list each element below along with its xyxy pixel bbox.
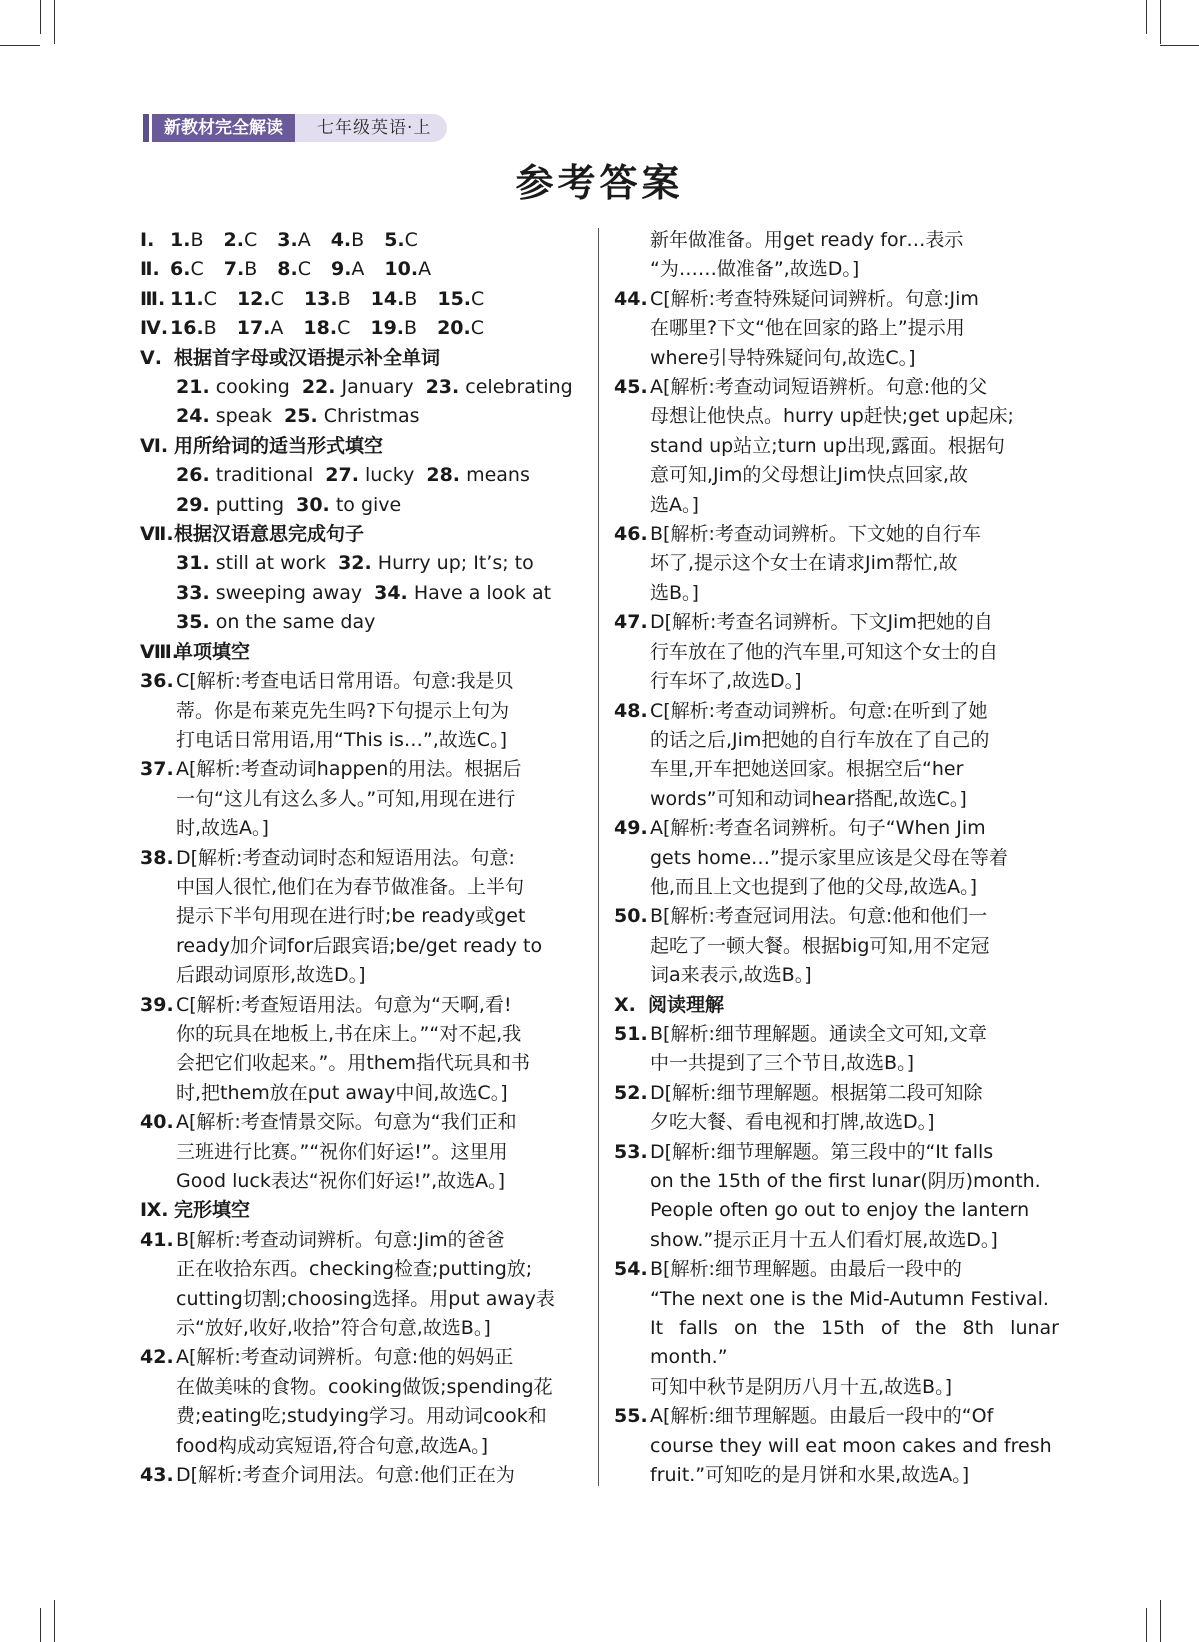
item-line: words”可知和动词hear搭配,故选C。] (650, 787, 967, 810)
item-line: 打电话日常用语,用“This is…”,故选C。] (176, 728, 507, 751)
answer (224, 229, 258, 251)
answer (371, 288, 418, 310)
answer-item (140, 755, 583, 843)
answer-text: traditional (215, 464, 314, 487)
item-line: D[解析:细节理解题。根据第二段可知除 (650, 1081, 983, 1104)
answer-number: 31. (176, 552, 210, 575)
item-number: 55. (614, 1405, 648, 1428)
answer-number: 7. (223, 258, 245, 281)
item-line: cutting切割;choosing选择。用put away表 (176, 1287, 555, 1310)
answer-item (614, 285, 1059, 373)
answer-item (614, 1020, 1059, 1079)
answer (170, 317, 217, 339)
answer (302, 373, 414, 402)
answer-number: 29. (176, 493, 210, 516)
section-numeral: Ⅹ. (614, 993, 636, 1016)
item-number: 40. (140, 1111, 174, 1134)
answer-item (614, 520, 1059, 608)
item-number: 41. (140, 1228, 174, 1251)
item-line: C[解析:考查短语用法。句意为“天啊,看! (176, 993, 512, 1016)
item-line: 你的玩具在地板上,书在床上。”“对不起,我 (176, 1022, 522, 1045)
item-line: 会把它们收起来。”。用them指代玩具和书 (176, 1052, 531, 1075)
item-line: 时,故选A。] (176, 817, 269, 840)
item-line: 车里,开车把她送回家。根据空后“her (650, 758, 964, 781)
crop-mark (54, 0, 55, 44)
item-number: 37. (140, 758, 174, 781)
answer-number: 18. (303, 317, 338, 340)
answer-row (140, 373, 583, 402)
item-line: fruit.”可知吃的是月饼和水果,故选A。] (650, 1464, 970, 1487)
answer-number: 35. (176, 611, 210, 634)
answer (437, 288, 484, 310)
answer (426, 461, 530, 490)
item-number: 52. (614, 1081, 648, 1104)
item-line: on the 15th of the first lunar(阴历)month. (650, 1170, 1041, 1192)
answer-item (140, 667, 583, 755)
section-title: 单项填空 (174, 640, 251, 663)
answer-text: A (418, 258, 432, 281)
answer (224, 258, 258, 280)
answer-number: 30. (296, 493, 330, 516)
answer-number: 27. (325, 464, 359, 487)
answer-number: 28. (426, 464, 461, 487)
answer-text: B (351, 229, 365, 251)
item-line: 母想让他快点。hurry up赶快;get up起床; (650, 405, 1014, 428)
answer-number: 34. (374, 581, 408, 604)
crop-mark (1160, 0, 1161, 44)
item-line: 在做美味的食物。cooking做饭;spending花 (176, 1375, 553, 1398)
answer-text: B (404, 287, 418, 310)
answer-number: 14. (370, 287, 405, 310)
item-line: It falls on the 15th of the 8th lunar month.” (650, 1317, 1059, 1369)
item-number: 42. (140, 1346, 174, 1369)
answer-row (140, 579, 583, 608)
item-line: 的话之后,Jim把她的自行车放在了自己的 (650, 728, 990, 751)
answer-text: C (404, 229, 418, 251)
item-number: 53. (614, 1140, 648, 1163)
answer-number: 6. (170, 258, 191, 281)
item-line: C[解析:考查动词辨析。句意:在听到了她 (650, 699, 988, 722)
answer-text: means (466, 464, 530, 487)
item-line: 坏了,提示这个女士在请求Jim帮忙,故 (650, 552, 958, 575)
answer-item (140, 991, 583, 1109)
answer-number: 2. (223, 229, 244, 251)
section-title: 阅读理解 (648, 993, 725, 1016)
answer-item (614, 1138, 1059, 1256)
answer (176, 402, 272, 431)
item-line: C[解析:考查电话日常用语。句意:我是贝 (176, 670, 514, 693)
right-column (614, 226, 1059, 1490)
item-number: 43. (140, 1464, 174, 1487)
series-label: 新教材完全解读 (152, 114, 295, 142)
answer-number: 5. (384, 229, 405, 251)
answer (370, 317, 417, 339)
item-line: 行车坏了,故选D。] (650, 670, 802, 693)
answer-text: A (270, 317, 284, 340)
answer-item (614, 608, 1059, 696)
item-line: 时,把them放在put away中间,故选C。] (176, 1081, 508, 1104)
answer (170, 288, 217, 310)
answer-item (140, 1461, 583, 1490)
answer-number: 19. (370, 317, 405, 340)
answer (170, 258, 204, 280)
answer (296, 491, 401, 520)
answer-row (140, 461, 583, 490)
answer-text: B (203, 317, 217, 340)
answer (284, 402, 420, 431)
answer-text: sweeping away (215, 581, 363, 604)
item-line: 意可知,Jim的父母想让Jim快点回家,故 (650, 464, 968, 487)
item-line: 正在收拾东西。checking检查;putting放; (176, 1258, 533, 1281)
item-line: D[解析:考查动词时态和短语用法。句意: (176, 846, 515, 869)
answer-text: B (190, 229, 204, 251)
answer-item (140, 1343, 583, 1461)
answer-item (614, 1402, 1059, 1490)
answer-item (614, 1255, 1059, 1402)
answer-number: 26. (176, 464, 210, 487)
item-line: 在哪里?下文“他在回家的路上”提示用 (650, 317, 965, 340)
answer-text: C (190, 258, 204, 281)
section-numeral: Ⅱ. (140, 258, 160, 281)
answer-number: 12. (236, 287, 271, 310)
item-line: B[解析:考查动词辨析。句意:Jim的爸爸 (176, 1228, 505, 1251)
item-line: 三班进行比赛。”“祝你们好运!”。这里用 (176, 1140, 508, 1163)
answer-item (614, 697, 1059, 815)
item-line: C[解析:考查特殊疑问词辨析。句意:Jim (650, 287, 979, 310)
section-numeral: Ⅳ. (140, 317, 169, 340)
item-number: 48. (614, 699, 648, 722)
item-number: 47. (614, 611, 648, 634)
item-number: 51. (614, 1022, 648, 1045)
answer-number: 1. (170, 229, 191, 251)
item-line: 夕吃大餐、看电视和打牌,故选D。] (650, 1111, 935, 1134)
item-number: 54. (614, 1258, 648, 1281)
left-column (140, 226, 583, 1490)
answer (170, 229, 204, 251)
answer-text: C (297, 258, 311, 281)
answer-text: on the same day (215, 611, 376, 634)
answer (331, 258, 364, 280)
crop-mark (1160, 1600, 1161, 1642)
item-number: 36. (140, 670, 174, 693)
item-line: B[解析:考查动词辨析。下文她的自行车 (650, 523, 981, 546)
answer-text: C (471, 287, 485, 310)
answer-row (140, 285, 583, 314)
answer-number: 25. (284, 405, 318, 428)
answer (325, 461, 414, 490)
answer-number: 3. (277, 229, 298, 251)
answer-text: speak (215, 405, 273, 428)
item-number: 45. (614, 376, 648, 399)
answer-number: 13. (303, 287, 338, 310)
item-number: 49. (614, 817, 648, 840)
answer (374, 579, 551, 608)
section-heading (140, 1196, 583, 1225)
answer-text: A (351, 258, 365, 281)
item-line: 后跟动词原形,故选D。] (176, 964, 366, 987)
answer (437, 317, 484, 339)
answer (331, 229, 365, 251)
answer-row (140, 402, 583, 431)
answer (277, 229, 310, 251)
item-line: 一句“这儿有这么多人。”可知,用现在进行 (176, 787, 516, 810)
item-line: 选A。] (650, 493, 699, 516)
item-line: 行车放在了他的汽车里,可知这个女士的自 (650, 640, 999, 663)
item-line: ready加介词for后跟宾语;be/get ready to (176, 934, 543, 957)
answer (338, 549, 534, 578)
item-line: 中一共提到了三个节日,故选B。] (650, 1052, 914, 1075)
answer-text: C (337, 317, 351, 340)
answer (237, 288, 284, 310)
section-numeral: Ⅵ. (140, 434, 169, 457)
item-line: Good luck表达“祝你们好运!”,故选A。] (176, 1170, 506, 1192)
item-number: 39. (140, 993, 174, 1016)
answer-number: 32. (338, 552, 372, 575)
answer-row (140, 226, 583, 255)
answer-number: 24. (176, 405, 210, 428)
item-line: “为……做准备”,故选D。] (650, 258, 860, 281)
answer-number: 21. (176, 376, 210, 399)
section-heading (140, 520, 583, 549)
answer-row (140, 549, 583, 578)
answer-item (140, 844, 583, 991)
answer (176, 608, 375, 637)
item-line: 提示下半句用现在进行时;be ready或get (176, 905, 526, 928)
answer-number: 9. (330, 258, 352, 281)
section-heading (140, 432, 583, 461)
answer-text: C (203, 287, 217, 310)
item-line: 起吃了一顿大餐。根据big可知,用不定冠 (650, 934, 990, 957)
answer-row (140, 608, 583, 637)
answer-text: Christmas (323, 405, 420, 428)
answer-text: C (470, 317, 485, 340)
answer-text: A (297, 229, 311, 251)
item-line: People often go out to enjoy the lantern (650, 1199, 1030, 1222)
subtitle-label: 七年级英语·上 (295, 114, 447, 142)
answer (277, 258, 311, 280)
item-number: 50. (614, 905, 648, 928)
answer-text: January (341, 376, 414, 399)
answer-text: Have a look at (413, 581, 552, 604)
answer-item (140, 1226, 583, 1344)
section-numeral: Ⅶ. (140, 523, 174, 546)
answer (304, 288, 351, 310)
item-line: A[解析:考查动词happen的用法。根据后 (176, 758, 522, 781)
section-numeral: Ⅸ. (140, 1199, 169, 1222)
badge-accent-bar (143, 114, 149, 142)
answer-number: 20. (437, 317, 471, 340)
item-line: 他,而且上文也提到了他的父母,故选A。] (650, 875, 977, 898)
item-line: 词a来表示,故选B。] (650, 964, 812, 987)
answer-item (614, 373, 1059, 520)
answer (237, 317, 284, 339)
item-line: “The next one is the Mid-Autumn Festival. (650, 1287, 1049, 1310)
answer-text: to give (335, 493, 402, 516)
answer-number: 15. (437, 287, 472, 310)
item-line: A[解析:考查名词辨析。句子“When Jim (650, 817, 986, 840)
crop-mark (0, 45, 40, 46)
answer-text: celebrating (465, 376, 573, 399)
answer-item (140, 1108, 583, 1196)
item-line: A[解析:考查动词辨析。句意:他的妈妈正 (176, 1346, 514, 1369)
answer-number: 4. (330, 229, 352, 251)
answer-text: putting (215, 493, 285, 516)
page-title: 参考答案 (515, 161, 684, 205)
item-line: food构成动宾短语,符合句意,故选A。] (176, 1434, 488, 1457)
answer-number: 17. (236, 317, 271, 340)
item-line: D[解析:细节理解题。第三段中的“It falls (650, 1140, 994, 1163)
answer (384, 258, 431, 280)
item-line: stand up站立;turn up出现,露面。根据句 (650, 434, 1005, 457)
answer-number: 11. (170, 287, 204, 310)
section-title: 根据汉语意思完成句子 (174, 523, 365, 546)
section-heading (140, 344, 583, 373)
crop-mark (40, 0, 41, 34)
answer-text: lucky (365, 464, 415, 487)
item-line: B[解析:考查冠词用法。句意:他和他们一 (650, 905, 988, 928)
item-line: 费;eating吃;studying学习。用动词cook和 (176, 1405, 547, 1428)
answer-number: 33. (176, 581, 210, 604)
answer (176, 461, 313, 490)
item-line: A[解析:细节理解题。由最后一段中的“Of (650, 1405, 994, 1428)
answer-text: C (270, 287, 284, 310)
answer-text: B (337, 287, 351, 310)
answer-number: 8. (277, 258, 298, 281)
answer-text: still at work (215, 552, 327, 575)
section-title: 完形填空 (174, 1199, 251, 1222)
answer-row (140, 491, 583, 520)
answer-text: Hurry up; It’s; to (377, 552, 534, 575)
answer-item (614, 1079, 1059, 1138)
section-numeral: Ⅷ. (140, 640, 179, 663)
section-title: 用所给词的适当形式填空 (174, 434, 384, 457)
item-line: B[解析:细节理解题。通读全文可知,文章 (650, 1022, 987, 1045)
item-line: 新年做准备。用get ready for…表示 (650, 229, 964, 251)
item-line: B[解析:细节理解题。由最后一段中的 (650, 1258, 962, 1281)
section-heading (140, 638, 583, 667)
item-line: where引导特殊疑问句,故选C。] (650, 346, 916, 369)
answer-number: 16. (170, 317, 204, 340)
item-line: course they will eat moon cakes and fresh (650, 1434, 1052, 1457)
answer-row (140, 255, 583, 284)
section-numeral: Ⅲ. (140, 287, 166, 310)
answer-text: B (404, 317, 418, 340)
answer (176, 549, 326, 578)
crop-mark (40, 1608, 41, 1642)
header-badge (143, 114, 447, 142)
section-title: 根据首字母或汉语提示补全单词 (174, 346, 441, 369)
answer (303, 317, 350, 339)
crop-mark (1160, 45, 1199, 46)
answer (426, 373, 573, 402)
crop-mark (1146, 0, 1147, 34)
section-heading (614, 991, 1059, 1020)
item-line: show.”提示正月十五人们看灯展,故选D。] (650, 1228, 998, 1251)
item-line: 示“放好,收好,收拾”符合句意,故选B。] (176, 1317, 491, 1340)
item-line: 蒂。你是布莱克先生吗?下句提示上句为 (176, 699, 510, 722)
answer-number: 22. (301, 376, 336, 399)
answer-text: B (244, 258, 258, 281)
answer-text: cooking (215, 376, 290, 399)
answer-number: 23. (425, 376, 460, 399)
item-line: D[解析:考查介词用法。句意:他们正在为 (176, 1464, 515, 1487)
crop-mark (54, 1600, 55, 1642)
answer-number: 10. (384, 258, 419, 281)
answer-text: C (243, 229, 258, 251)
item-line: A[解析:考查动词短语辨析。句意:他的父 (650, 376, 988, 399)
answer (176, 373, 290, 402)
column-divider (598, 228, 599, 1486)
section-numeral: Ⅰ. (140, 229, 155, 251)
answer (384, 229, 418, 251)
crop-mark (1146, 1608, 1147, 1642)
answer (176, 491, 284, 520)
section-numeral: Ⅴ. (140, 346, 162, 369)
item-line: gets home…”提示家里应该是父母在等着 (650, 846, 1008, 869)
answer-item (614, 814, 1059, 902)
continued-text (614, 226, 1059, 285)
item-number: 46. (614, 523, 648, 546)
answer-item (614, 902, 1059, 990)
item-line: 可知中秋节是阴历八月十五,故选B。] (650, 1375, 952, 1398)
answer (176, 579, 362, 608)
item-line: 中国人很忙,他们在为春节做准备。上半句 (176, 875, 525, 898)
item-line: A[解析:考查情景交际。句意为“我们正和 (176, 1111, 517, 1134)
item-number: 38. (140, 846, 174, 869)
item-number: 44. (614, 287, 648, 310)
item-line: D[解析:考查名词辨析。下文Jim把她的自 (650, 611, 993, 634)
answer-row (140, 314, 583, 343)
item-line: 选B。] (650, 581, 699, 604)
